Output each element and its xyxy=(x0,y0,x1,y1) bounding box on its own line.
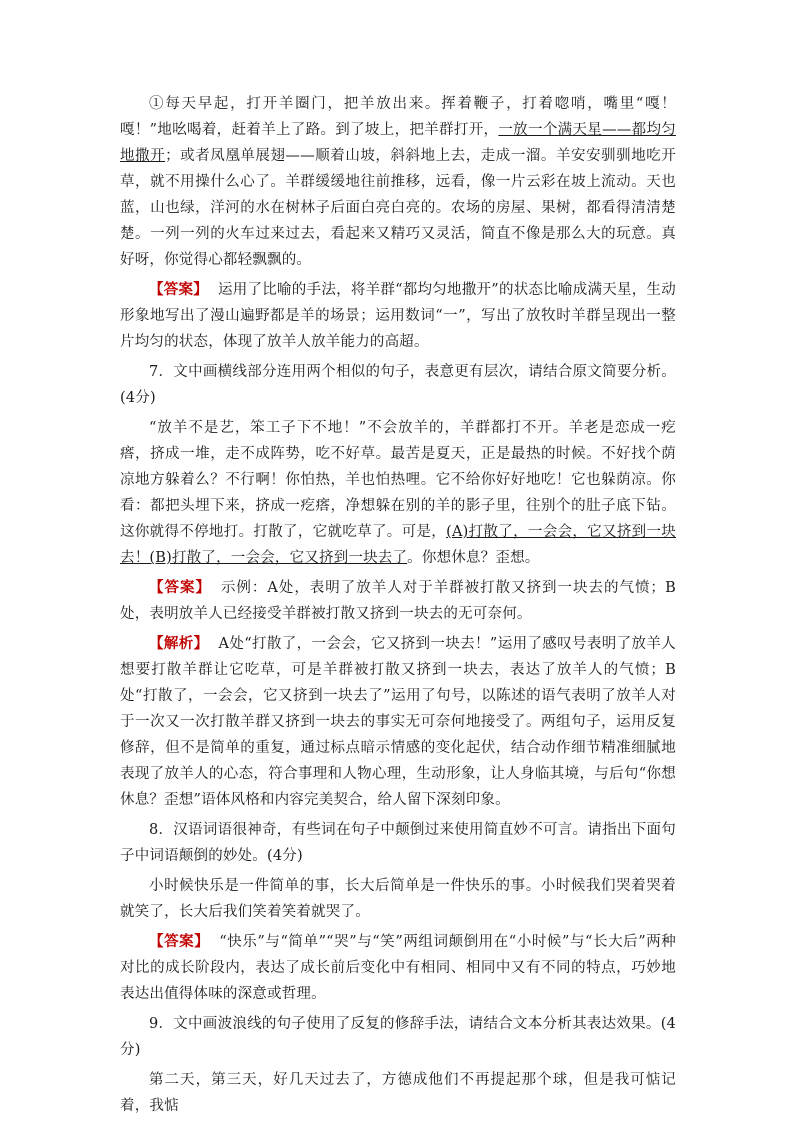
paragraph-p6 xyxy=(120,631,676,813)
answer-tag: 【答案】 xyxy=(149,281,209,298)
document-page xyxy=(120,91,676,1123)
text-span: “放羊不是艺，笨工子下不地！”不会放羊的，羊群都打不开。羊老是恋成一疙瘩，挤成一堆，走不成阵势，吃不好草。最苦是夏天，正是最热的时候。不好找个荫凉地方躲着么？不行啊！你怕热，羊也怕热哩。它不给你好好地吃！它也躲荫凉。你看：都把头埋下来，挤成一疙瘩，净想躲在别的羊的影子里，往别个的肚子底下钻。这你就得不停地打。打散了，它就吃草了。可是， xyxy=(120,420,676,540)
paragraph-p8 xyxy=(120,873,676,925)
paragraph-p1 xyxy=(120,91,676,273)
underlined-text: 一放一个满天星——都均匀地撒开 xyxy=(120,122,676,164)
text-span: 示例：A处，表明了放羊人对于羊群被打散又挤到一块去的气愤；B处，表明放羊人已经接受羊群被打散又挤到一块去的无可奈何。 xyxy=(120,580,676,622)
paragraph-p3 xyxy=(120,359,676,411)
paragraph-p7 xyxy=(120,817,676,869)
answer-tag: 【答案】 xyxy=(149,933,210,950)
underlined-text: (A)打散了，一会会，它又挤到一块去！(B)打散了，一会会，它又挤到一块去了 xyxy=(120,524,676,566)
text-span: “快乐”与“简单”“哭”与“笑”两组词颠倒用在“小时候”与“长大后”两种对比的成长阶段内，表达了成长前后变化中有相同、相同中又有不同的特点，巧妙地表达出值得体味的深意或哲理。 xyxy=(120,934,676,1002)
answer-tag: 【答案】 xyxy=(149,579,211,596)
answer-tag: 【解析】 xyxy=(149,635,209,652)
text-span: 运用了比喻的手法，将羊群“都均匀地撒开”的状态比喻成满天星，生动形象地写出了漫山遍野都是羊的场景；运用数词“一”，写出了放牧时羊群呈现出一整片均匀的状态，体现了放羊人放羊能力的高超。 xyxy=(120,282,676,350)
text-span: 第二天，第三天，好几天过去了，方德成他们不再提起那个球，但是我可惦记着，我惦 xyxy=(120,1072,676,1114)
paragraph-p11 xyxy=(120,1067,676,1119)
text-span: ①每天早起，打开羊圈门，把羊放出来。挥着鞭子，打着唿哨，嘴里“嘎！嘎！”地吆喝着，赶着羊上了路。到了坡上，把羊群打开， xyxy=(120,96,676,138)
text-span: 9．文中画波浪线的句子使用了反复的修辞手法，请结合文本分析其表达效果。(4分) xyxy=(120,1016,676,1058)
text-span: A处“打散了，一会会，它又挤到一块去！”运用了感叹号表明了放羊人想要打散羊群让它吃草，可是羊群被打散又挤到一块去，表达了放羊人的气愤；B处“打散了，一会会，它又挤到一块去了”运用了句号，以陈述的语气表明了放羊人对于一次又一次打散羊群又挤到一块去的事实无可奈何地接受了。两组句子，运用反复修辞，但不是简单的重复，通过标点暗示情感的变化起伏，结合动作细节精准细腻地表现了放羊人的心态，符合事理和人物心理，生动形象，让人身临其境，与后句“你想休息？歪想”语体风格和内容完美契合，给人留下深刻印象。 xyxy=(120,636,676,808)
paragraph-p2 xyxy=(120,277,676,355)
text-span: ；或者凤凰单展翅——顺着山坡，斜斜地上去，走成一溜。羊安安驯驯地吃开草，就不用操什么心了。羊群缓缓地往前推移，远看，像一片云彩在坡上流动。天也蓝，山也绿，洋河的水在树林子后面白亮白亮的。农场的房屋、果树，都看得清清楚楚。一列一列的火车过来过去，看起来又精巧又灵活，简直不像是那么大的玩意。真好呀，你觉得心都轻飘飘的。 xyxy=(120,148,676,268)
text-span: 7．文中画横线部分连用两个相似的句子，表意更有层次，请结合原文简要分析。(4分) xyxy=(120,364,676,406)
paragraph-p5 xyxy=(120,575,676,627)
text-span: 小时候快乐是一件简单的事，长大后简单是一件快乐的事。小时候我们哭着哭着就笑了，长大后我们笑着笑着就哭了。 xyxy=(120,878,676,920)
paragraph-p9 xyxy=(120,929,676,1007)
paragraph-p4 xyxy=(120,415,676,571)
text-span: 。你想休息？歪想。 xyxy=(407,550,540,566)
text-span: 8．汉语词语很神奇，有些词在句子中颠倒过来使用简直妙不可言。请指出下面句子中词语颠倒的妙处。(4分) xyxy=(120,822,676,864)
paragraph-p10 xyxy=(120,1011,676,1063)
